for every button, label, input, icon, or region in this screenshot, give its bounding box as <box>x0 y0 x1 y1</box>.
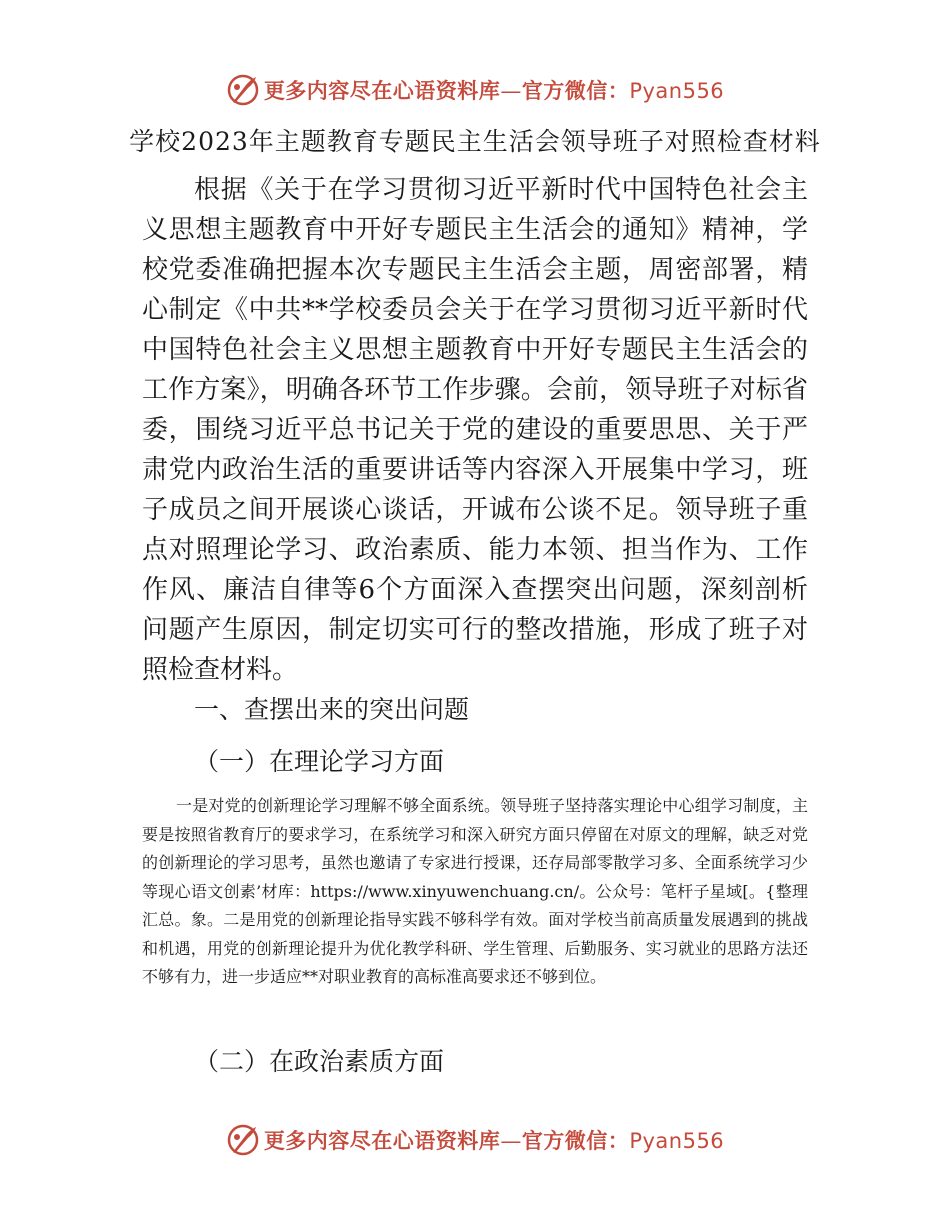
subsection-heading-theory: （一）在理论学习方面 <box>194 747 445 776</box>
theory-paragraph: 一是对党的创新理论学习理解不够全面系统。领导班子坚持落实理论中心组学习制度，主要是按照省教育厅的要求学习，在系统学习和深入研究方面只停留在对原文的理解，缺乏对党的创新理论的学习思考，虽然也邀请了专家进行授课，还存局部零散学习多、全面系统学习少等现心语文创素’材库：https://www.xinyuwenchuang.cn/。公众号：笔杆子星域[。{整理汇总。象。二是用党的创新理论指导实践不够科学有效。面对学校当前高质量发展遇到的挑战和机遇，用党的创新理论提升为优化教学科研、学生管理、后勤服务、实习就业的思路方法还不够有力，进一步适应**对职业教育的高标准高要求还不够到位。 <box>142 796 808 986</box>
intro-paragraph: 根据《关于在学习贯彻习近平新时代中国特色社会主义思想主题教育中开好专题民主生活会的通知》精神，学校党委准确把握本次专题民主生活会主题，周密部署，精心制定《中共**学校委员会关于在学习贯彻习近平新时代中国特色社会主义思想主题教育中开好专题民主生活会的工作方案》，明确各环节工作步骤。会前，领导班子对标省委，围绕习近平总书记关于党的建设的重要思思、关于严肃党内政治生活的重要讲话等内容深入开展集中学习，班子成员之间开展谈心谈话，开诚布公谈不足。领导班子重点对照理论学习、政治素质、能力本领、担当作为、工作作风、廉洁自律等6个方面深入查摆突出问题，深刻剖析问题产生原因，制定切实可行的整改措施，形成了班子对照检查材料。 <box>142 175 808 685</box>
quill-logo-icon <box>226 73 260 107</box>
section-heading-1: 一、查摆出来的突出问题 <box>194 695 470 724</box>
subsection-heading-political: （二）在政治素质方面 <box>194 1047 445 1076</box>
watermark-header <box>0 70 950 110</box>
quill-logo-icon <box>226 1123 260 1157</box>
watermark-text: 更多内容尽在心语资料库—官方微信：Pyan556 <box>263 79 725 103</box>
document-title: 学校2023年主题教育专题民主生活会领导班子对照检查材料 <box>129 127 821 156</box>
watermark-text: 更多内容尽在心语资料库—官方微信：Pyan556 <box>263 1129 725 1153</box>
watermark-footer <box>0 1120 950 1160</box>
